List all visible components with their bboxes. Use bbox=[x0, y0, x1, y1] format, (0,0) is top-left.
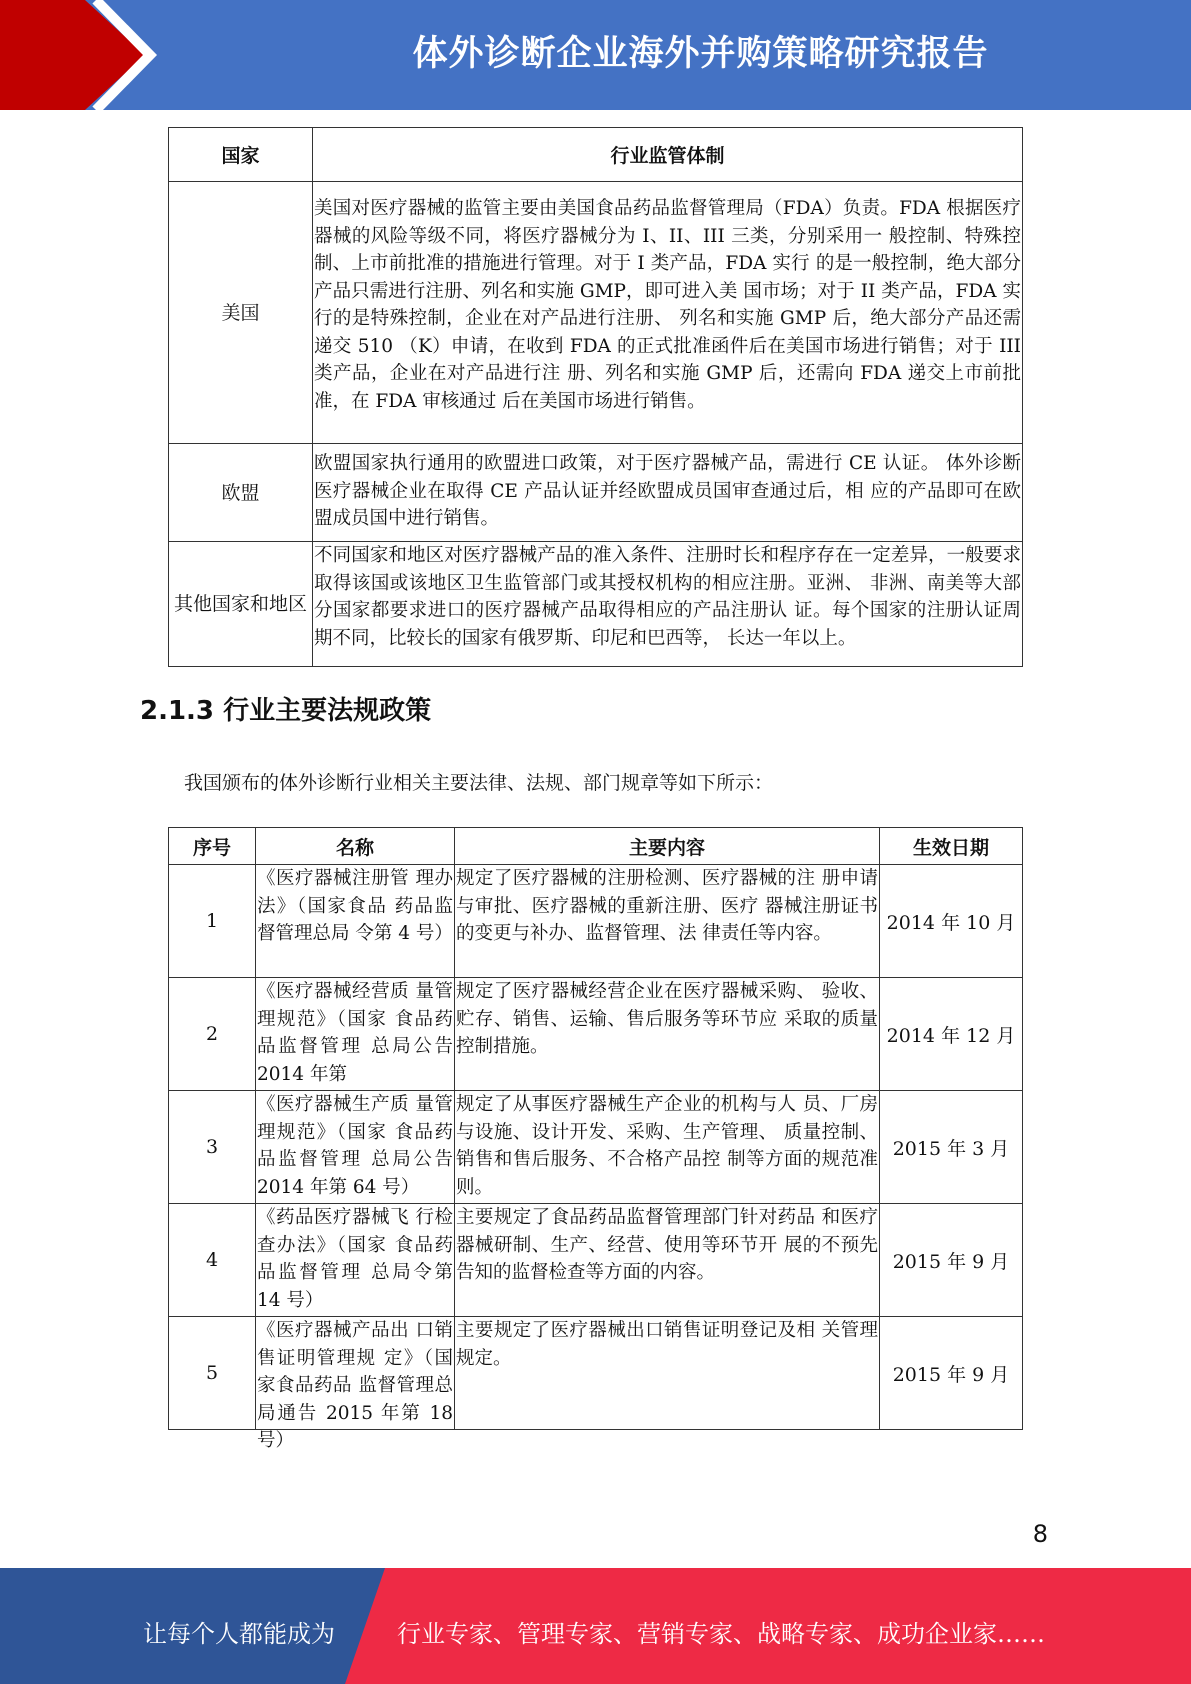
report-title: 体外诊断企业海外并购策略研究报告 bbox=[412, 34, 989, 74]
effective-date: 2015 年 9 月 bbox=[880, 1204, 1023, 1317]
table-row bbox=[169, 1091, 1023, 1204]
effective-date: 2015 年 9 月 bbox=[880, 1317, 1023, 1430]
country-cell: 其他国家和地区 bbox=[169, 542, 313, 667]
row-number: 1 bbox=[169, 865, 256, 978]
name-cell bbox=[256, 1204, 455, 1317]
law-name: 《医疗器械经营质 量管理规范》（国家 食品药品监督管理 总局公告 2014 年第 bbox=[257, 981, 453, 1085]
page-footer bbox=[0, 1568, 1191, 1684]
content-cell bbox=[455, 1317, 880, 1430]
table-header-row bbox=[169, 128, 1023, 182]
table-row bbox=[169, 865, 1023, 978]
name-cell bbox=[256, 865, 455, 978]
section-heading: 2.1.3 行业主要法规政策 bbox=[140, 696, 432, 726]
description-cell bbox=[313, 542, 1023, 667]
law-content: 规定了医疗器械的注册检测、医疗器械的注 册申请与审批、医疗器械的重新注册、医疗 器械注册证书的变更与补办、监督管理、法 律责任等内容。 bbox=[456, 868, 878, 944]
column-header: 行业监管体制 bbox=[313, 128, 1023, 182]
table-row bbox=[169, 1204, 1023, 1317]
table-row bbox=[169, 182, 1023, 444]
table-header-row bbox=[169, 828, 1023, 865]
name-cell bbox=[256, 1091, 455, 1204]
law-content: 主要规定了食品药品监督管理部门针对药品 和医疗器械研制、生产、经营、使用等环节开 展的不预先告知的监督检查等方面的内容。 bbox=[456, 1207, 878, 1283]
footer-slogan-left: 让每个人都能成为 bbox=[143, 1620, 335, 1648]
name-cell bbox=[256, 1317, 455, 1451]
row-number: 5 bbox=[169, 1317, 256, 1430]
regulation-text: 不同国家和地区对医疗器械产品的准入条件、注册时长和程序存在一定差异，一般要求取得该国或该地区卫生监管部门或其授权机构的相应注册。亚洲、 非洲、南美等大部分国家都要求进口的医疗器械产品取得相应的产品注册认 证。每个国家的注册认证周期不同，比较长的国家有俄罗斯、印尼和巴西等， 长达一年以上。 bbox=[314, 545, 1021, 649]
effective-date: 2014 年 12 月 bbox=[880, 978, 1023, 1091]
laws-table bbox=[168, 827, 1023, 1451]
content-cell bbox=[455, 1204, 880, 1317]
column-header: 序号 bbox=[169, 828, 256, 865]
law-content: 规定了医疗器械经营企业在医疗器械采购、 验收、贮存、销售、运输、售后服务等环节应 采取的质量控制措施。 bbox=[456, 981, 878, 1057]
row-number: 3 bbox=[169, 1091, 256, 1204]
name-cell bbox=[256, 978, 455, 1091]
table-row bbox=[169, 542, 1023, 667]
regulation-text: 美国对医疗器械的监管主要由美国食品药品监督管理局（FDA）负责。FDA 根据医疗器械的风险等级不同，将医疗器械分为 I、II、III 三类，分别采用一 般控制、特殊控制、上市前批准的措施进行管理。对于 I 类产品，FDA 实行 的是一般控制，绝大部分产品只需进行注册、列名和实施 GMP，即可进入美 国市场；对于 II 类产品，FDA 实行的是特殊控制，企业在对产品进行注册、 列名和实施 GMP 后，绝大部分产品还需递交 510 （K）申请，在收到 FDA 的正式批准函件后在美国市场进行销售；对于 III 类产品，企业在对产品进行注 册、列名和实施 GMP 后，还需向 FDA 递交上市前批准，在 FDA 审核通过 后在美国市场进行销售。 bbox=[314, 198, 1021, 412]
law-name: 《药品医疗器械飞 行检查办法》（国家 食品药品监督管理 总局令第 14 号） bbox=[257, 1207, 453, 1311]
column-header: 名称 bbox=[256, 828, 455, 865]
law-name: 《医疗器械注册管 理办法》（国家食品 药品监督管理总局 令第 4 号） bbox=[257, 868, 453, 944]
content-cell bbox=[455, 865, 880, 978]
description-cell bbox=[313, 444, 1023, 542]
row-number: 4 bbox=[169, 1204, 256, 1317]
content-cell bbox=[455, 1091, 880, 1204]
regulation-text: 欧盟国家执行通用的欧盟进口政策，对于医疗器械产品，需进行 CE 认证。 体外诊断医疗器械企业在取得 CE 产品认证并经欧盟成员国审查通过后，相 应的产品即可在欧盟成员国中进行销售。 bbox=[314, 453, 1021, 529]
law-content: 主要规定了医疗器械出口销售证明登记及相 关管理规定。 bbox=[456, 1320, 878, 1369]
law-name: 《医疗器械产品出 口销售证明管理规 定》（国家食品药品 监督管理总局通告 2015 年第 18 号） bbox=[257, 1320, 453, 1451]
page-number: 8 bbox=[1032, 1520, 1048, 1548]
country-cell: 美国 bbox=[169, 182, 313, 444]
description-cell bbox=[313, 182, 1023, 444]
table-row bbox=[169, 978, 1023, 1091]
footer-slogan-right: 行业专家、管理专家、营销专家、战略专家、成功企业家…… bbox=[397, 1620, 1045, 1648]
regulation-table bbox=[168, 127, 1023, 667]
column-header: 国家 bbox=[169, 128, 313, 182]
law-name: 《医疗器械生产质 量管理规范》（国家 食品药品监督管理 总局公告 2014 年第 64 号） bbox=[257, 1094, 453, 1198]
column-header: 生效日期 bbox=[880, 828, 1023, 865]
intro-paragraph: 我国颁布的体外诊断行业相关主要法律、法规、部门规章等如下所示： bbox=[184, 772, 774, 794]
content-cell bbox=[455, 978, 880, 1091]
country-cell: 欧盟 bbox=[169, 444, 313, 542]
column-header: 主要内容 bbox=[455, 828, 880, 865]
effective-date: 2014 年 10 月 bbox=[880, 865, 1023, 978]
table-row bbox=[169, 444, 1023, 542]
table-row bbox=[169, 1317, 1023, 1430]
effective-date: 2015 年 3 月 bbox=[880, 1091, 1023, 1204]
law-content: 规定了从事医疗器械生产企业的机构与人 员、厂房与设施、设计开发、采购、生产管理、 质量控制、销售和售后服务、不合格产品控 制等方面的规范准则。 bbox=[456, 1094, 878, 1198]
row-number: 2 bbox=[169, 978, 256, 1091]
page-header bbox=[0, 0, 1191, 110]
